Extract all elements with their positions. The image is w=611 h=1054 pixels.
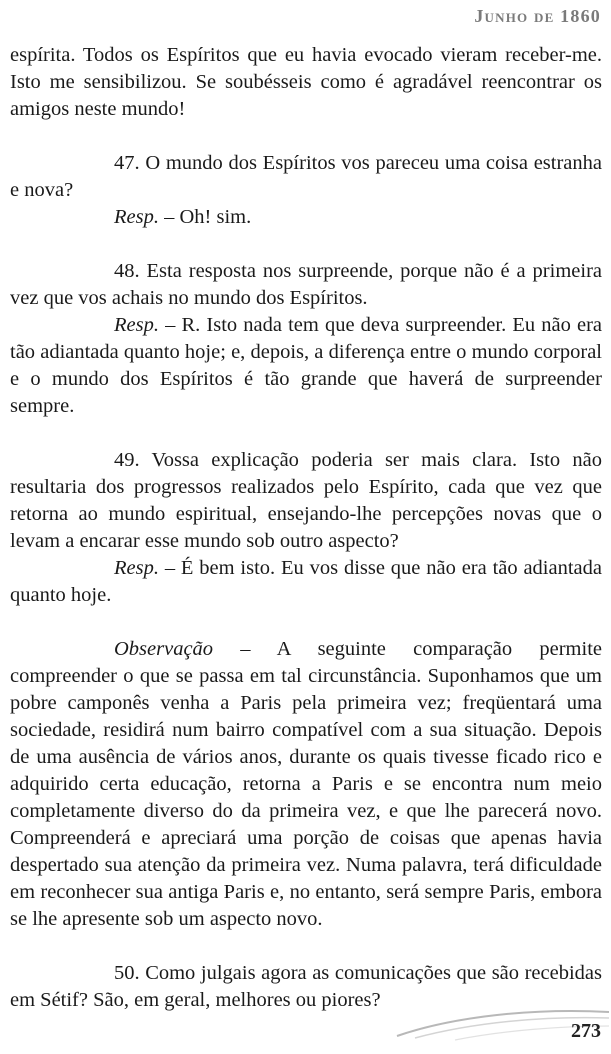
answer-49 xyxy=(10,555,602,609)
answer-text: – É bem isto. Eu vos disse que não era tão adiantada quanto hoje. xyxy=(10,557,602,606)
answer-text: – R. Isto nada tem que deva surpreender. Eu não era tão adiantada quanto hoje; e, depois, a diferença entre o mundo corporal e o mundo dos Espíritos é tão grande que haverá de surpreender sempre. xyxy=(10,314,602,417)
question-50: 50. Como julgais agora as comunicações que são recebidas em Sétif? São, em geral, melhores ou piores? xyxy=(10,962,602,1011)
page-number: 273 xyxy=(571,1020,601,1042)
observation-text: – A seguinte comparação permite compreender o que se passa em tal circunstância. Suponhamos que um pobre camponês venha a Paris pela primeira vez; freqüentará uma sociedade, residirá num bairro compatível com a sua situação. Depois de uma ausência de vários anos, durante os quais tivesse ficado rico e adquirido certa educação, retorna a Paris e se encontra num meio completamente diverso do da primeira vez, e que lhe parecerá novo. Compreenderá e apreciará uma porção de coisas que apenas havia despertado sua atenção da primeira vez. Numa palavra, terá dificuldade em reconhecer sua antiga Paris e, no entanto, será sempre Paris, embora se lhe apresente sob um aspecto novo. xyxy=(10,638,602,930)
page-footer xyxy=(0,1000,611,1054)
paragraph: espírita. Todos os Espíritos que eu havia evocado vieram receber-me. Isto me sensibilizou. Se soubésseis como é agradável reencontrar os amigos neste mundo! xyxy=(10,44,602,120)
question-49: 49. Vossa explicação poderia ser mais clara. Isto não resultaria dos progressos realizados pelo Espírito, cada que vez que retorna ao mundo espiritual, ensejando-lhe percepções novas que o levam a encarar esse mundo sob outro aspecto? xyxy=(10,449,602,552)
observation-label: Observação xyxy=(114,638,214,660)
answer-label: Resp. xyxy=(114,557,159,579)
answer-label: Resp. xyxy=(114,314,159,336)
answer-48 xyxy=(10,312,602,420)
answer-text: – Oh! sim. xyxy=(158,206,252,228)
question-47: 47. O mundo dos Espíritos vos pareceu uma coisa estranha e nova? xyxy=(10,152,602,201)
observation xyxy=(10,636,602,933)
running-head: Junho de 1860 xyxy=(474,6,601,26)
question-48: 48. Esta resposta nos surpreende, porque não é a primeira vez que vos achais no mundo dos Espíritos. xyxy=(10,260,602,309)
answer-47 xyxy=(10,204,602,231)
answer-label: Resp. xyxy=(114,206,159,228)
page-body xyxy=(10,42,602,1014)
